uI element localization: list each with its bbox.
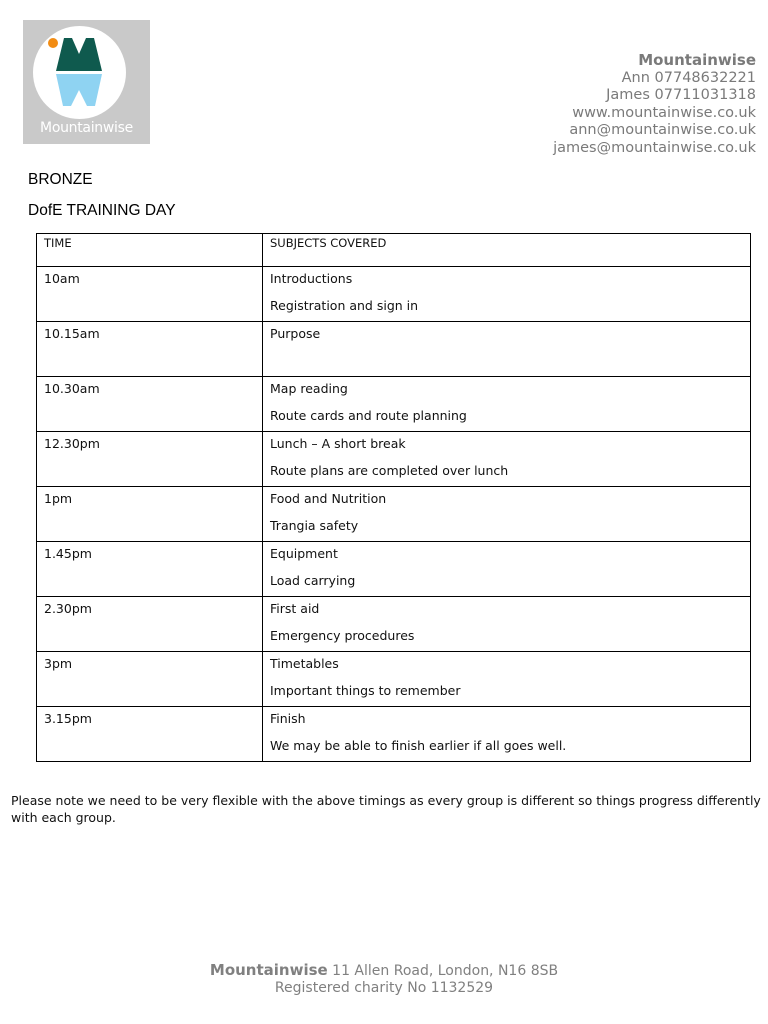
table-row	[37, 432, 751, 487]
contact-email-james: james@mountainwise.co.uk	[553, 139, 756, 156]
contact-ann-phone: Ann 07748632221	[621, 69, 756, 86]
row-subjects: Finish We may be able to finish earlier if all goes well.	[263, 707, 751, 762]
row-subjects: Food and Nutrition Trangia safety	[263, 487, 751, 542]
footer-address: 11 Allen Road, London, N16 8SB	[332, 963, 559, 979]
header-subjects: SUBJECTS COVERED	[263, 234, 751, 267]
logo-wordmark: Mountainwise	[40, 120, 133, 136]
row-time: 1pm	[37, 487, 263, 542]
row-time: 3.15pm	[37, 707, 263, 762]
footer-line-1	[0, 962, 768, 980]
row-time: 12.30pm	[37, 432, 263, 487]
table-row	[37, 652, 751, 707]
table-row	[37, 322, 751, 377]
row-time: 10.15am	[37, 322, 263, 377]
header-time: TIME	[37, 234, 263, 267]
contact-james-phone: James 07711031318	[606, 87, 756, 104]
table-row	[37, 267, 751, 322]
row-subjects: Purpose	[263, 322, 751, 377]
row-time: 1.45pm	[37, 542, 263, 597]
table-row	[37, 597, 751, 652]
row-subjects: Lunch – A short break Route plans are completed over lunch	[263, 432, 751, 487]
table-header-row	[37, 234, 751, 267]
row-time: 3pm	[37, 652, 263, 707]
row-subjects: Timetables Important things to remember	[263, 652, 751, 707]
schedule-table	[36, 233, 751, 762]
contact-org: Mountainwise	[638, 51, 756, 69]
row-time: 10.30am	[37, 377, 263, 432]
contact-website: www.mountainwise.co.uk	[572, 104, 756, 121]
mountainwise-logo	[23, 20, 150, 144]
contact-block	[553, 52, 756, 158]
row-time: 2.30pm	[37, 597, 263, 652]
row-subjects: Equipment Load carrying	[263, 542, 751, 597]
document-title: DofE TRAINING DAY	[28, 202, 176, 219]
award-level: BRONZE	[28, 171, 93, 188]
table-row	[37, 542, 751, 597]
table-row	[37, 707, 751, 762]
timing-note: Please note we need to be very flexible with the above timings as every group is different so things progress differently with each group.	[11, 793, 761, 825]
footer	[0, 962, 768, 997]
table-row	[37, 487, 751, 542]
footer-org: Mountainwise	[209, 961, 328, 979]
row-time: 10am	[37, 267, 263, 322]
row-subjects: Introductions Registration and sign in	[263, 267, 751, 322]
contact-email-ann: ann@mountainwise.co.uk	[569, 122, 756, 139]
footer-charity: Registered charity No 1132529	[274, 980, 494, 996]
mountain-w-icon	[33, 26, 126, 119]
logo-circle	[33, 26, 126, 119]
table-row	[37, 377, 751, 432]
row-subjects: Map reading Route cards and route planning	[263, 377, 751, 432]
row-subjects: First aid Emergency procedures	[263, 597, 751, 652]
